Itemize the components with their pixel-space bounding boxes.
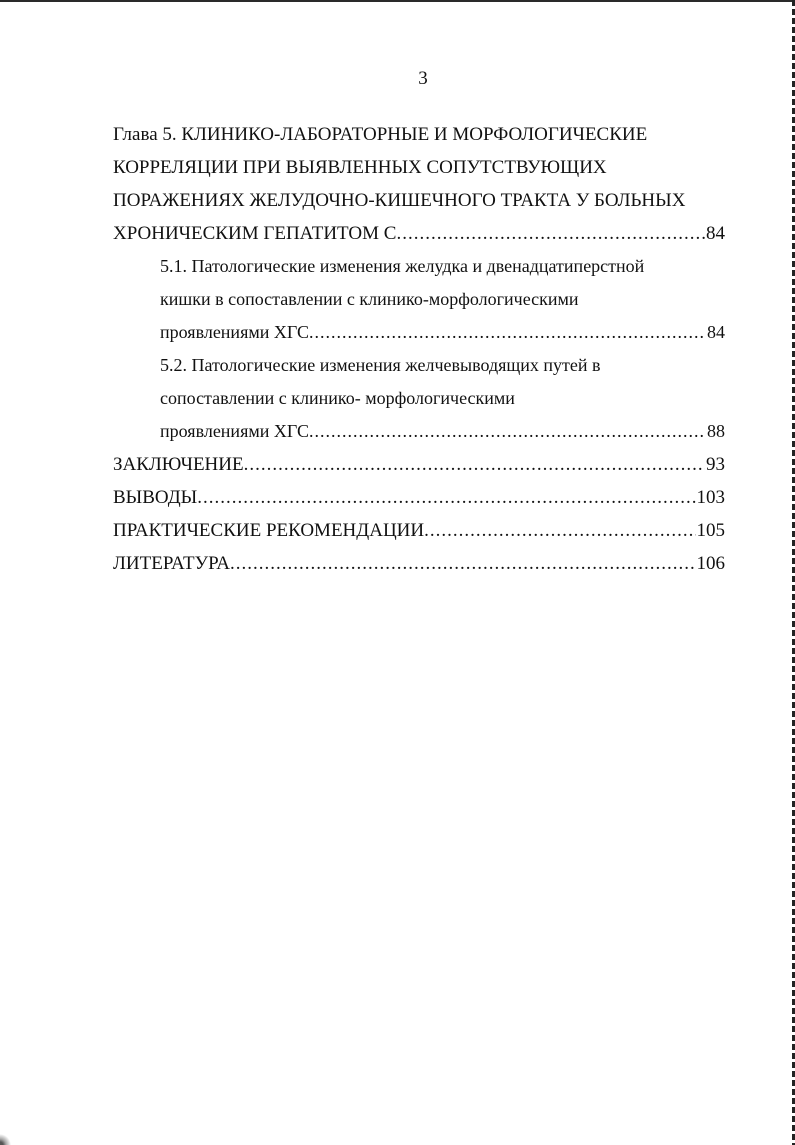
dot-leader: [309, 316, 706, 349]
toc-entry-title: ЛИТЕРАТУРА: [113, 553, 230, 574]
toc-entry-findings: [113, 481, 725, 514]
toc-entry-title: ПРАКТИЧЕСКИЕ РЕКОМЕНДАЦИИ: [113, 520, 425, 541]
toc-entry-title: проявлениями ХГС: [160, 322, 310, 342]
dot-leader: [309, 415, 706, 448]
toc-page-number: 88: [707, 421, 725, 441]
scan-corner-smudge: [0, 1085, 12, 1145]
dot-leader: [230, 547, 696, 580]
toc-page-number: 84: [706, 223, 725, 244]
dot-leader: [424, 514, 695, 547]
toc-text-line: 5.2. Патологические изменения желчевыводящих путей в: [160, 355, 601, 375]
table-of-contents: [113, 118, 725, 580]
toc-entry-title: ХРОНИЧЕСКИМ ГЕПАТИТОМ С: [113, 223, 397, 244]
toc-entry-chapter-5: [113, 118, 725, 250]
toc-entry-line: [113, 217, 725, 250]
toc-text-line: Глава 5. КЛИНИКО-ЛАБОРАТОРНЫЕ И МОРФОЛОГИЧЕСКИЕ: [113, 124, 648, 145]
scan-edge-top: [0, 0, 795, 2]
toc-page-number: 84: [707, 322, 725, 342]
dot-leader: [244, 448, 705, 481]
toc-text-line: ПОРАЖЕНИЯХ ЖЕЛУДОЧНО-КИШЕЧНОГО ТРАКТА У БОЛЬНЫХ: [113, 190, 686, 211]
toc-entry-conclusion: [113, 448, 725, 481]
dot-leader: [396, 217, 705, 250]
toc-text-line: сопоставлении с клинико- морфологическими: [160, 388, 515, 408]
dot-leader: [197, 481, 695, 514]
toc-page-number: 106: [696, 553, 725, 574]
toc-page-number: 103: [696, 487, 725, 508]
toc-page-number: 105: [696, 520, 725, 541]
toc-entry-title: ЗАКЛЮЧЕНИЕ: [113, 454, 244, 475]
toc-entry-literature: [113, 547, 725, 580]
toc-entry-title: ВЫВОДЫ: [113, 487, 198, 508]
toc-entry-section-5-2: [113, 349, 725, 448]
toc-entry-line: [113, 415, 725, 448]
toc-entry-line: [113, 316, 725, 349]
toc-entry-recommendations: [113, 514, 725, 547]
toc-entry-section-5-1: [113, 250, 725, 349]
toc-text-line: КОРРЕЛЯЦИИ ПРИ ВЫЯВЛЕННЫХ СОПУТСТВУЮЩИХ: [113, 157, 607, 178]
toc-page-number: 93: [706, 454, 725, 475]
toc-entry-title: проявлениями ХГС: [160, 421, 310, 441]
page-number: 3: [418, 68, 428, 89]
toc-text-line: 5.1. Патологические изменения желудка и двенадцатиперстной: [160, 256, 645, 276]
toc-text-line: кишки в сопоставлении с клинико-морфологическими: [160, 289, 579, 309]
